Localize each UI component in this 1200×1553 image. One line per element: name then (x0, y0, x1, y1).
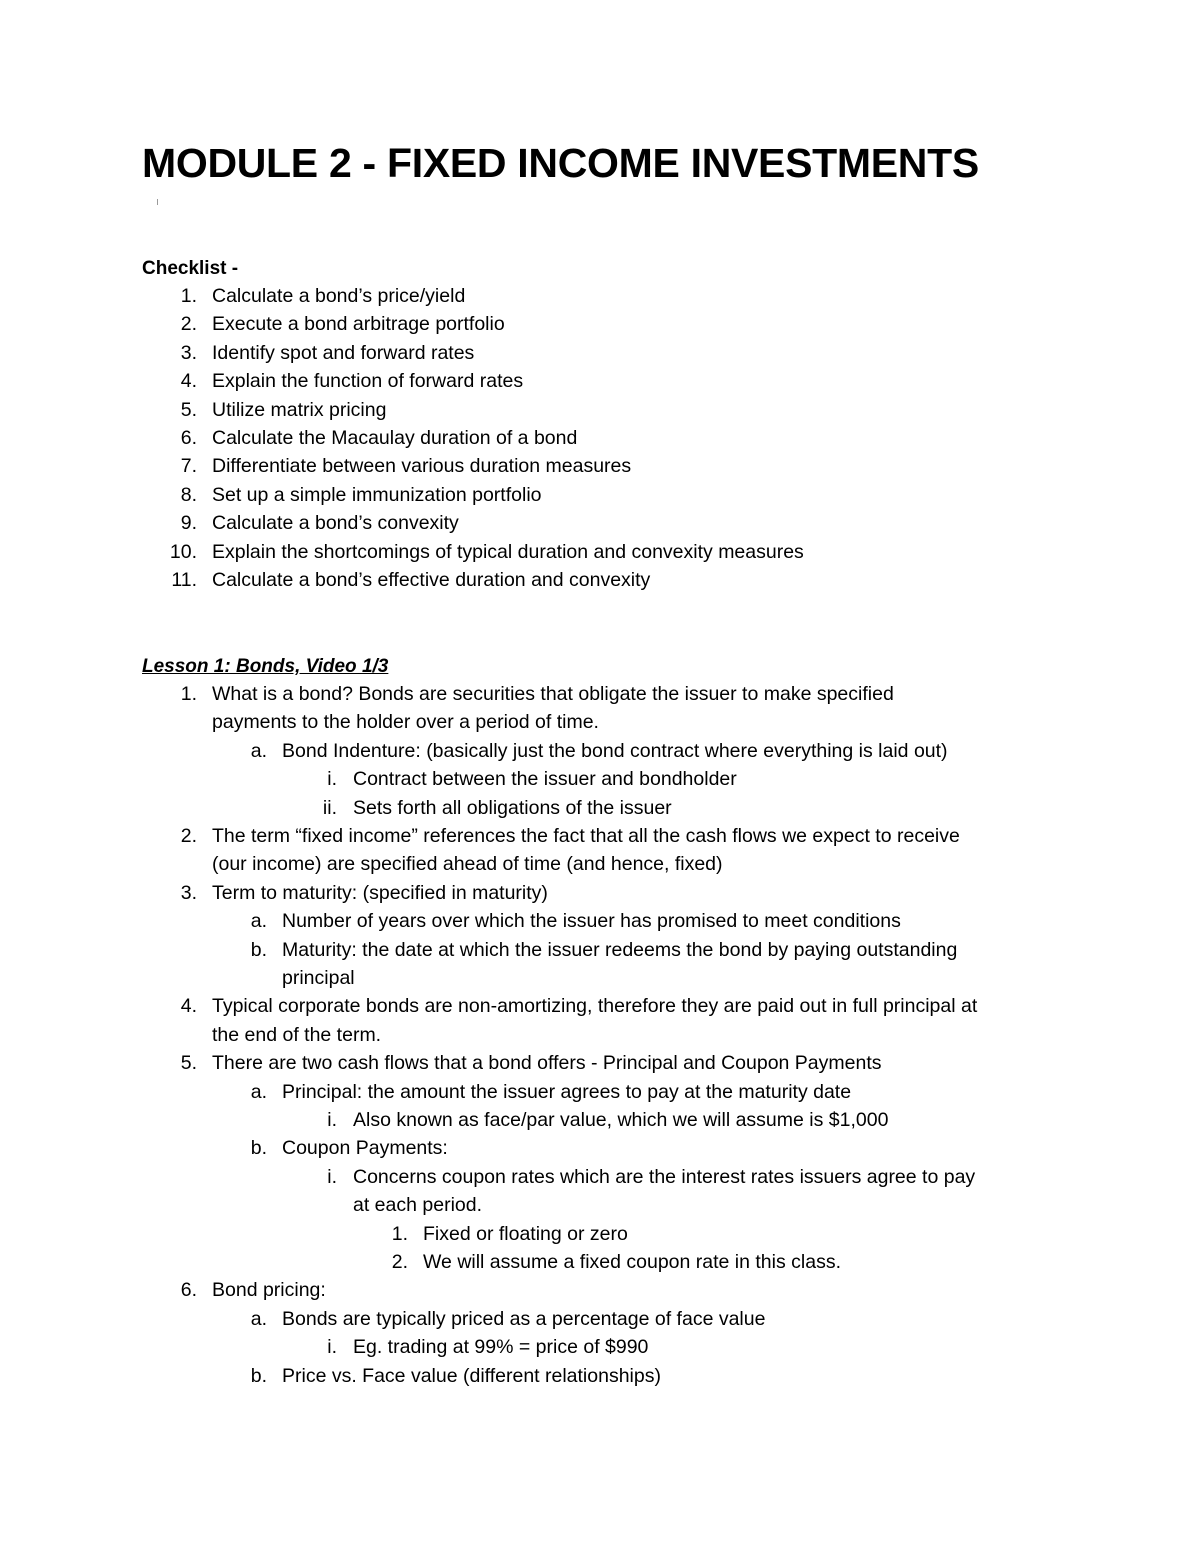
lesson-list-marker: i. (327, 768, 337, 791)
checklist-item-text: Explain the function of forward rates (212, 370, 524, 393)
checklist-item-number: 9. (180, 512, 197, 535)
lesson-line-text: Fixed or floating or zero (423, 1222, 628, 1245)
checklist-item-number: 1. (180, 285, 197, 307)
lesson-list-marker: ii. (322, 796, 337, 819)
lesson-line-text: Typical corporate bonds are non-amortizing, therefore they are paid out in full principal at (212, 995, 978, 1018)
lesson-line-text: Contract between the issuer and bondholder (353, 768, 737, 791)
lesson-list-marker: i. (327, 1165, 337, 1188)
lesson-line-text: at each period. (353, 1194, 483, 1217)
lesson-list-marker: 6. (180, 1279, 197, 1302)
checklist-item-text: Identify spot and forward rates (212, 341, 475, 364)
lesson-line-text: Bond Indenture: (basically just the bond contract where everything is laid out) (282, 739, 948, 762)
lesson-list-marker: a. (250, 1307, 267, 1330)
lesson-line-text: Bond pricing: (212, 1279, 326, 1302)
lesson-line-text: payments to the holder over a period of time. (212, 711, 599, 734)
lesson-list-marker: 1. (180, 683, 197, 705)
lesson-list-marker: 5. (180, 1052, 197, 1075)
checklist-item-number: 2. (180, 313, 197, 336)
lesson-line-text: Maturity: the date at which the issuer redeems the bond by paying outstanding (282, 938, 958, 961)
checklist-item-text: Utilize matrix pricing (212, 398, 387, 421)
lesson-list-marker: a. (250, 739, 267, 762)
lesson-line-text: Also known as face/par value, which we will assume is $1,000 (353, 1109, 889, 1131)
checklist-item-text: Execute a bond arbitrage portfolio (212, 313, 505, 336)
lesson-line-text: (our income) are specified ahead of time (and hence, fixed) (212, 853, 723, 876)
lesson-line-text: There are two cash flows that a bond offers - Principal and Coupon Payments (212, 1052, 882, 1075)
stray-mark (157, 199, 158, 205)
lesson-list-marker: a. (250, 910, 267, 933)
checklist-heading: Checklist - (142, 258, 239, 279)
lesson-line-text: Price vs. Face value (different relationships) (282, 1364, 661, 1387)
lesson-line-text: The term “fixed income” references the fact that all the cash flows we expect to receive (212, 825, 960, 847)
checklist-item-text: Explain the shortcomings of typical duration and convexity measures (212, 540, 804, 563)
lesson-line-text: Bonds are typically priced as a percentage of face value (282, 1307, 766, 1330)
lesson-list-marker: b. (250, 938, 267, 961)
checklist-item-number: 7. (180, 455, 197, 478)
checklist-item-number: 3. (180, 341, 197, 364)
lesson-list-marker: a. (250, 1080, 267, 1103)
lesson-line-text: Principal: the amount the issuer agrees to pay at the maturity date (282, 1080, 852, 1103)
lesson-line-text: the end of the term. (212, 1023, 382, 1046)
lesson-line-text: principal (282, 967, 355, 989)
document-title: MODULE 2 - FIXED INCOME INVESTMENTS (142, 140, 979, 186)
checklist-item-number: 6. (180, 427, 197, 449)
checklist-item-number: 10. (169, 540, 197, 563)
checklist-item-text: Calculate a bond’s price/yield (212, 285, 466, 307)
lesson-line-text: Term to maturity: (specified in maturity) (212, 881, 548, 904)
checklist-item-text: Calculate a bond’s effective duration and convexity (212, 569, 651, 591)
lesson-list-marker: 2. (180, 825, 197, 847)
checklist-item-text: Calculate a bond’s convexity (212, 512, 459, 535)
lesson-list-marker: b. (250, 1137, 267, 1160)
lesson-list-marker: b. (250, 1364, 267, 1387)
checklist-item-number: 4. (180, 370, 197, 393)
lesson-list-marker: i. (327, 1336, 337, 1359)
lesson-list-marker: 2. (391, 1251, 408, 1273)
lesson-line-text: Eg. trading at 99% = price of $990 (353, 1336, 649, 1359)
lesson-list-marker: i. (327, 1109, 337, 1131)
checklist-item-text: Set up a simple immunization portfolio (212, 483, 542, 506)
checklist-item-text: Differentiate between various duration measures (212, 455, 632, 478)
checklist-item-number: 11. (171, 569, 197, 591)
lesson-line-text: We will assume a fixed coupon rate in this class. (423, 1251, 841, 1273)
checklist-item-number: 8. (180, 483, 197, 506)
lesson-list-marker: 1. (391, 1222, 408, 1245)
checklist-item-number: 5. (180, 398, 197, 421)
lesson-line-text: Concerns coupon rates which are the interest rates issuers agree to pay (353, 1165, 976, 1188)
lesson-heading: Lesson 1: Bonds, Video 1/3 (142, 656, 389, 677)
lesson-line-text: Number of years over which the issuer has promised to meet conditions (282, 910, 901, 933)
checklist-item-text: Calculate the Macaulay duration of a bond (212, 427, 578, 449)
lesson-line-text: Coupon Payments: (282, 1137, 448, 1160)
lesson-line-text: Sets forth all obligations of the issuer (353, 796, 672, 819)
lesson-list-marker: 4. (180, 995, 197, 1018)
lesson-line-text: What is a bond? Bonds are securities that obligate the issuer to make specified (212, 683, 894, 705)
lesson-list-marker: 3. (180, 881, 197, 904)
